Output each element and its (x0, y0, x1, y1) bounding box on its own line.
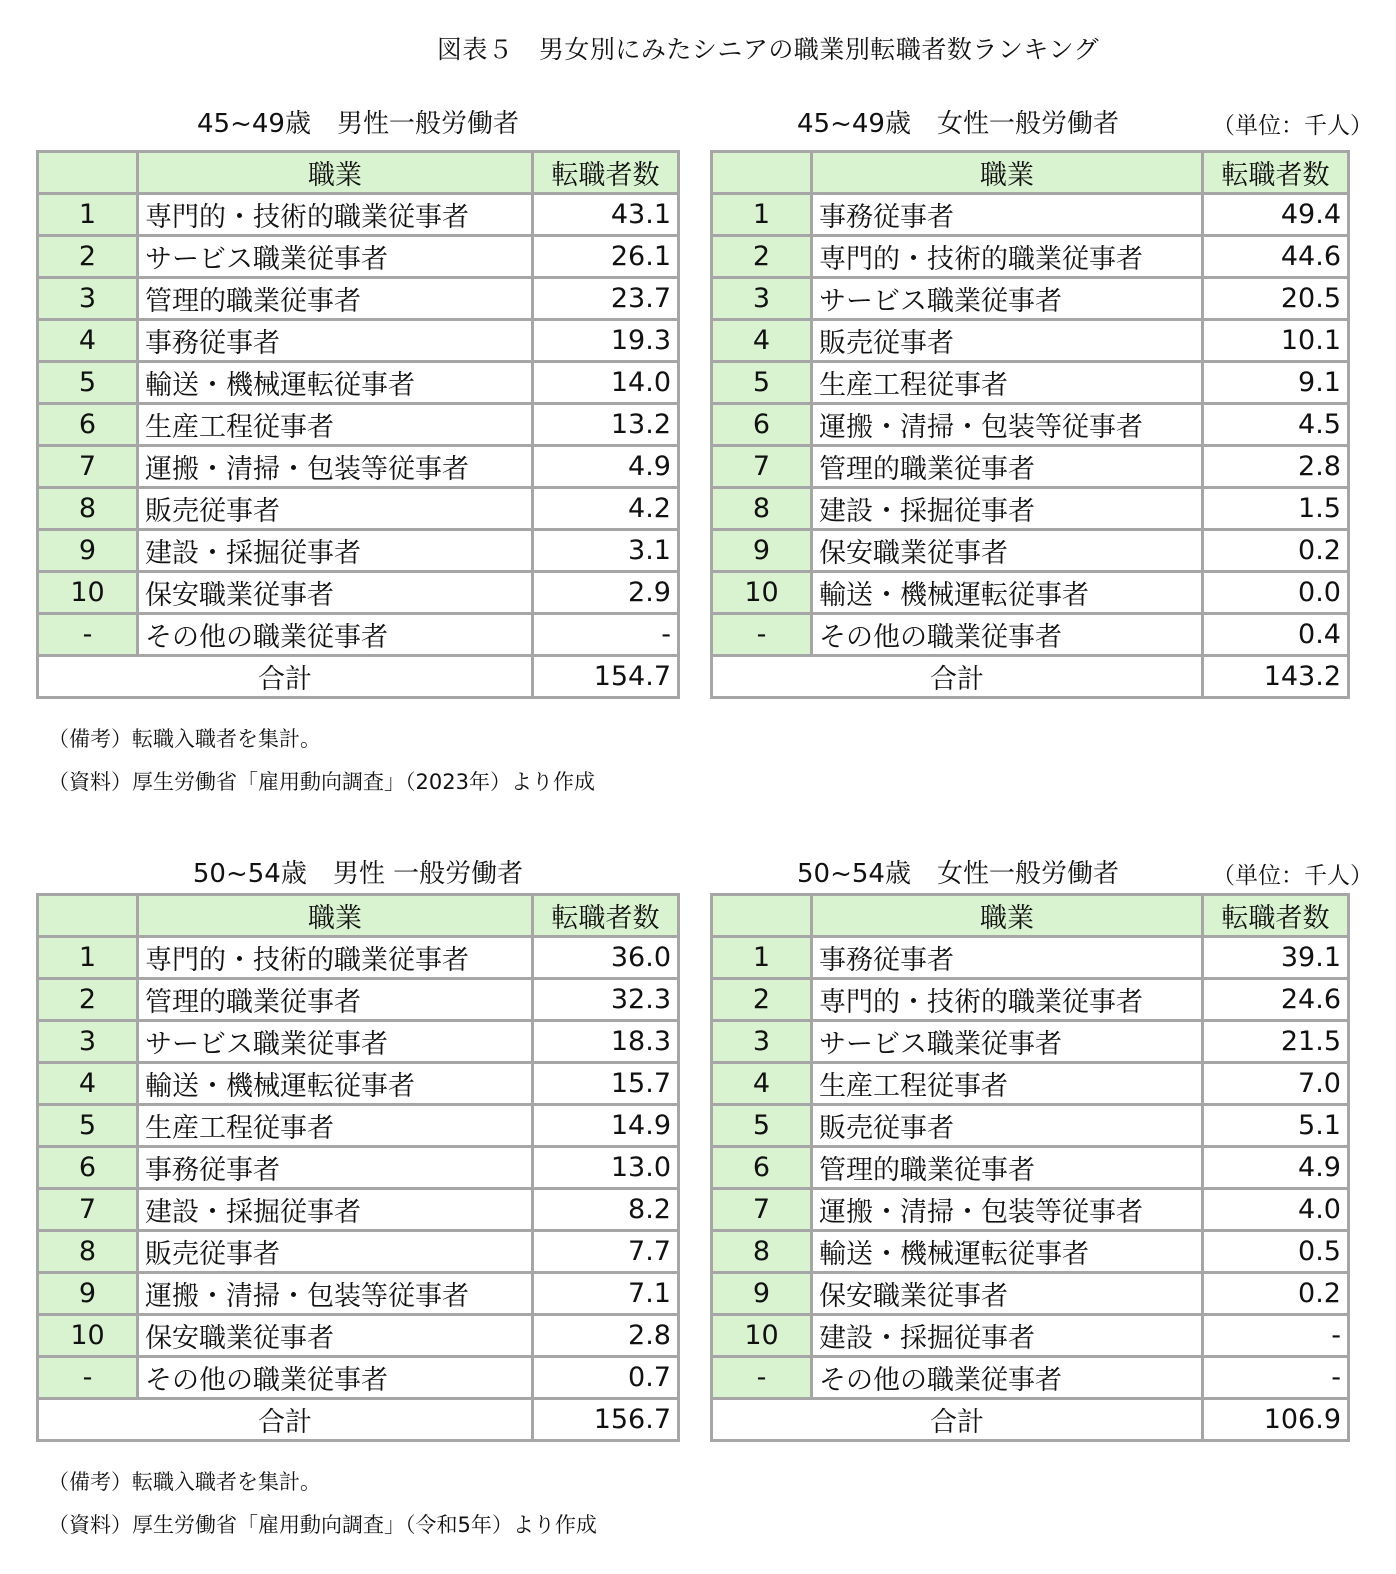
val-cell: 4.9 (1203, 1147, 1349, 1189)
rank-cell: 2 (712, 979, 812, 1021)
header-occupation: 職業 (138, 152, 533, 194)
table-row (712, 446, 1349, 488)
table-row (38, 236, 679, 278)
table-row (38, 404, 679, 446)
total-row (712, 656, 1349, 698)
rank-cell: - (38, 1357, 138, 1399)
rank-cell: 1 (712, 194, 812, 236)
val-cell: 19.3 (533, 320, 679, 362)
val-cell: - (533, 614, 679, 656)
header-rank (38, 152, 138, 194)
ranking-table-female-50-54 (710, 893, 1350, 1442)
val-cell: 7.1 (533, 1273, 679, 1315)
rank-cell: 10 (712, 1315, 812, 1357)
rank-cell: 3 (712, 1021, 812, 1063)
table-row (712, 1105, 1349, 1147)
rank-cell: 3 (712, 278, 812, 320)
table-row (712, 1231, 1349, 1273)
occ-cell: 専門的・技術的職業従事者 (812, 236, 1203, 278)
table-row (712, 320, 1349, 362)
occ-cell: 運搬・清掃・包装等従事者 (812, 1189, 1203, 1231)
occ-cell: 専門的・技術的職業従事者 (138, 937, 533, 979)
figure-title: 図表５ 男女別にみたシニアの職業別転職者数ランキング (436, 35, 1100, 64)
occ-cell: その他の職業従事者 (812, 1357, 1203, 1399)
table-row (712, 1315, 1349, 1357)
rank-cell: 7 (712, 1189, 812, 1231)
header-count: 転職者数 (533, 895, 679, 937)
table-row (712, 236, 1349, 278)
rank-cell: 5 (712, 362, 812, 404)
val-cell: 7.0 (1203, 1063, 1349, 1105)
ranking-table-male-45-49 (36, 150, 680, 699)
val-cell: 24.6 (1203, 979, 1349, 1021)
val-cell: 14.9 (533, 1105, 679, 1147)
header-count: 転職者数 (1203, 152, 1349, 194)
table-row (38, 446, 679, 488)
val-cell: 13.0 (533, 1147, 679, 1189)
total-label: 合計 (38, 1399, 533, 1441)
occ-cell: 生産工程従事者 (812, 362, 1203, 404)
header-rank (38, 895, 138, 937)
rank-cell: 6 (712, 1147, 812, 1189)
occ-cell: サービス職業従事者 (138, 236, 533, 278)
total-value: 143.2 (1203, 656, 1349, 698)
table-row (712, 937, 1349, 979)
occ-cell: 保安職業従事者 (812, 530, 1203, 572)
val-cell: 23.7 (533, 278, 679, 320)
table-row (712, 1189, 1349, 1231)
rank-cell: 2 (38, 979, 138, 1021)
occ-cell: サービス職業従事者 (812, 278, 1203, 320)
val-cell: 2.8 (1203, 446, 1349, 488)
rank-cell: 5 (38, 1105, 138, 1147)
rank-cell: 4 (38, 1063, 138, 1105)
val-cell: 4.9 (533, 446, 679, 488)
rank-cell: 9 (38, 530, 138, 572)
val-cell: 0.0 (1203, 572, 1349, 614)
val-cell: 15.7 (533, 1063, 679, 1105)
unit-label: （単位：千人） (1212, 113, 1373, 139)
rank-cell: 4 (712, 1063, 812, 1105)
val-cell: 9.1 (1203, 362, 1349, 404)
table-row (712, 1273, 1349, 1315)
total-row (38, 1399, 679, 1441)
occ-cell: 管理的職業従事者 (138, 278, 533, 320)
occ-cell: 事務従事者 (812, 937, 1203, 979)
panel-title-male-50-54: 50~54歳 男性 一般労働者 (192, 859, 524, 889)
occ-cell: 保安職業従事者 (812, 1273, 1203, 1315)
rank-cell: 7 (38, 446, 138, 488)
occ-cell: 輸送・機械運転従事者 (138, 1063, 533, 1105)
occ-cell: サービス職業従事者 (812, 1021, 1203, 1063)
occ-cell: その他の職業従事者 (138, 1357, 533, 1399)
panel-title-male-45-49: 45~49歳 男性一般労働者 (197, 109, 519, 139)
header-rank (712, 895, 812, 937)
occ-cell: 運搬・清掃・包装等従事者 (812, 404, 1203, 446)
val-cell: 0.7 (533, 1357, 679, 1399)
table-row (38, 1147, 679, 1189)
table-row (38, 320, 679, 362)
rank-cell: 1 (38, 194, 138, 236)
unit-label: （単位：千人） (1212, 863, 1373, 889)
val-cell: 26.1 (533, 236, 679, 278)
rank-cell: 6 (712, 404, 812, 446)
header-occupation: 職業 (138, 895, 533, 937)
header-occupation: 職業 (812, 152, 1203, 194)
table-row (712, 1357, 1349, 1399)
occ-cell: 保安職業従事者 (138, 1315, 533, 1357)
val-cell: 32.3 (533, 979, 679, 1021)
val-cell: 4.5 (1203, 404, 1349, 446)
note-source: （資料）厚生労働省「雇用動向調査」（2023年）より作成 (48, 770, 595, 794)
occ-cell: 管理的職業従事者 (812, 1147, 1203, 1189)
rank-cell: 6 (38, 1147, 138, 1189)
val-cell: 39.1 (1203, 937, 1349, 979)
val-cell: 14.0 (533, 362, 679, 404)
val-cell: 44.6 (1203, 236, 1349, 278)
rank-cell: 1 (712, 937, 812, 979)
total-row (38, 656, 679, 698)
val-cell: 13.2 (533, 404, 679, 446)
total-label: 合計 (38, 656, 533, 698)
table-row (712, 278, 1349, 320)
val-cell: 21.5 (1203, 1021, 1349, 1063)
val-cell: 0.2 (1203, 530, 1349, 572)
table-row (38, 572, 679, 614)
table-row (712, 194, 1349, 236)
rank-cell: - (712, 614, 812, 656)
table-row (712, 1063, 1349, 1105)
table-row (38, 488, 679, 530)
val-cell: 0.2 (1203, 1273, 1349, 1315)
rank-cell: 10 (38, 1315, 138, 1357)
occ-cell: 事務従事者 (138, 1147, 533, 1189)
occ-cell: 事務従事者 (812, 194, 1203, 236)
panel-title-female-50-54: 50~54歳 女性一般労働者 (797, 859, 1119, 889)
occ-cell: 販売従事者 (812, 320, 1203, 362)
table-row (712, 530, 1349, 572)
table-row (38, 1231, 679, 1273)
occ-cell: 建設・採掘従事者 (138, 1189, 533, 1231)
occ-cell: 専門的・技術的職業従事者 (138, 194, 533, 236)
table-row (38, 278, 679, 320)
rank-cell: 10 (38, 572, 138, 614)
occ-cell: 生産工程従事者 (138, 1105, 533, 1147)
val-cell: 7.7 (533, 1231, 679, 1273)
table-row (712, 614, 1349, 656)
rank-cell: 3 (38, 278, 138, 320)
rank-cell: 5 (712, 1105, 812, 1147)
total-row (712, 1399, 1349, 1441)
rank-cell: 8 (712, 1231, 812, 1273)
occ-cell: 販売従事者 (138, 488, 533, 530)
occ-cell: 管理的職業従事者 (812, 446, 1203, 488)
val-cell: 10.1 (1203, 320, 1349, 362)
occ-cell: 販売従事者 (138, 1231, 533, 1273)
total-label: 合計 (712, 656, 1203, 698)
table-row (712, 1021, 1349, 1063)
table-header-row (38, 895, 679, 937)
val-cell: 4.2 (533, 488, 679, 530)
val-cell: 36.0 (533, 937, 679, 979)
table-row (38, 1357, 679, 1399)
rank-cell: 6 (38, 404, 138, 446)
occ-cell: 生産工程従事者 (812, 1063, 1203, 1105)
val-cell: 4.0 (1203, 1189, 1349, 1231)
total-value: 154.7 (533, 656, 679, 698)
table-row (38, 1273, 679, 1315)
table-row (38, 1105, 679, 1147)
rank-cell: 2 (38, 236, 138, 278)
rank-cell: 4 (712, 320, 812, 362)
rank-cell: 2 (712, 236, 812, 278)
occ-cell: 輸送・機械運転従事者 (138, 362, 533, 404)
table-row (712, 404, 1349, 446)
rank-cell: 8 (712, 488, 812, 530)
table-row (38, 362, 679, 404)
table-row (712, 979, 1349, 1021)
occ-cell: その他の職業従事者 (812, 614, 1203, 656)
table-row (712, 572, 1349, 614)
occ-cell: 建設・採掘従事者 (812, 488, 1203, 530)
note-source: （資料）厚生労働省「雇用動向調査」（令和5年）より作成 (48, 1513, 597, 1537)
occ-cell: その他の職業従事者 (138, 614, 533, 656)
val-cell: 0.4 (1203, 614, 1349, 656)
rank-cell: 1 (38, 937, 138, 979)
header-rank (712, 152, 812, 194)
occ-cell: 生産工程従事者 (138, 404, 533, 446)
occ-cell: 専門的・技術的職業従事者 (812, 979, 1203, 1021)
val-cell: 0.5 (1203, 1231, 1349, 1273)
table-row (38, 1189, 679, 1231)
val-cell: 20.5 (1203, 278, 1349, 320)
val-cell: 5.1 (1203, 1105, 1349, 1147)
panel-title-female-45-49: 45~49歳 女性一般労働者 (797, 109, 1119, 139)
occ-cell: 建設・採掘従事者 (138, 530, 533, 572)
occ-cell: 管理的職業従事者 (138, 979, 533, 1021)
table-row (38, 194, 679, 236)
occ-cell: 事務従事者 (138, 320, 533, 362)
occ-cell: 輸送・機械運転従事者 (812, 1231, 1203, 1273)
note-remarks: （備考）転職入職者を集計。 (48, 1470, 321, 1494)
val-cell: 18.3 (533, 1021, 679, 1063)
val-cell: 3.1 (533, 530, 679, 572)
ranking-table-female-45-49 (710, 150, 1350, 699)
table-row (712, 488, 1349, 530)
val-cell: - (1203, 1315, 1349, 1357)
header-occupation: 職業 (812, 895, 1203, 937)
table-row (38, 937, 679, 979)
val-cell: 2.8 (533, 1315, 679, 1357)
rank-cell: 4 (38, 320, 138, 362)
val-cell: - (1203, 1357, 1349, 1399)
rank-cell: - (38, 614, 138, 656)
occ-cell: 運搬・清掃・包装等従事者 (138, 446, 533, 488)
table-header-row (712, 152, 1349, 194)
occ-cell: 保安職業従事者 (138, 572, 533, 614)
table-header-row (712, 895, 1349, 937)
occ-cell: サービス職業従事者 (138, 1021, 533, 1063)
header-count: 転職者数 (1203, 895, 1349, 937)
ranking-table-male-50-54 (36, 893, 680, 1442)
table-row (38, 530, 679, 572)
rank-cell: 10 (712, 572, 812, 614)
occ-cell: 運搬・清掃・包装等従事者 (138, 1273, 533, 1315)
occ-cell: 輸送・機械運転従事者 (812, 572, 1203, 614)
table-row (712, 362, 1349, 404)
rank-cell: 8 (38, 1231, 138, 1273)
table-row (38, 614, 679, 656)
total-value: 156.7 (533, 1399, 679, 1441)
rank-cell: 7 (38, 1189, 138, 1231)
note-remarks: （備考）転職入職者を集計。 (48, 727, 321, 751)
header-count: 転職者数 (533, 152, 679, 194)
table-row (38, 979, 679, 1021)
table-row (38, 1315, 679, 1357)
table-header-row (38, 152, 679, 194)
rank-cell: 3 (38, 1021, 138, 1063)
occ-cell: 建設・採掘従事者 (812, 1315, 1203, 1357)
table-row (38, 1021, 679, 1063)
occ-cell: 販売従事者 (812, 1105, 1203, 1147)
rank-cell: 5 (38, 362, 138, 404)
table-row (712, 1147, 1349, 1189)
table-row (38, 1063, 679, 1105)
rank-cell: 7 (712, 446, 812, 488)
rank-cell: 9 (712, 530, 812, 572)
val-cell: 8.2 (533, 1189, 679, 1231)
rank-cell: 9 (712, 1273, 812, 1315)
rank-cell: 9 (38, 1273, 138, 1315)
total-label: 合計 (712, 1399, 1203, 1441)
val-cell: 1.5 (1203, 488, 1349, 530)
val-cell: 43.1 (533, 194, 679, 236)
val-cell: 2.9 (533, 572, 679, 614)
total-value: 106.9 (1203, 1399, 1349, 1441)
rank-cell: - (712, 1357, 812, 1399)
val-cell: 49.4 (1203, 194, 1349, 236)
rank-cell: 8 (38, 488, 138, 530)
